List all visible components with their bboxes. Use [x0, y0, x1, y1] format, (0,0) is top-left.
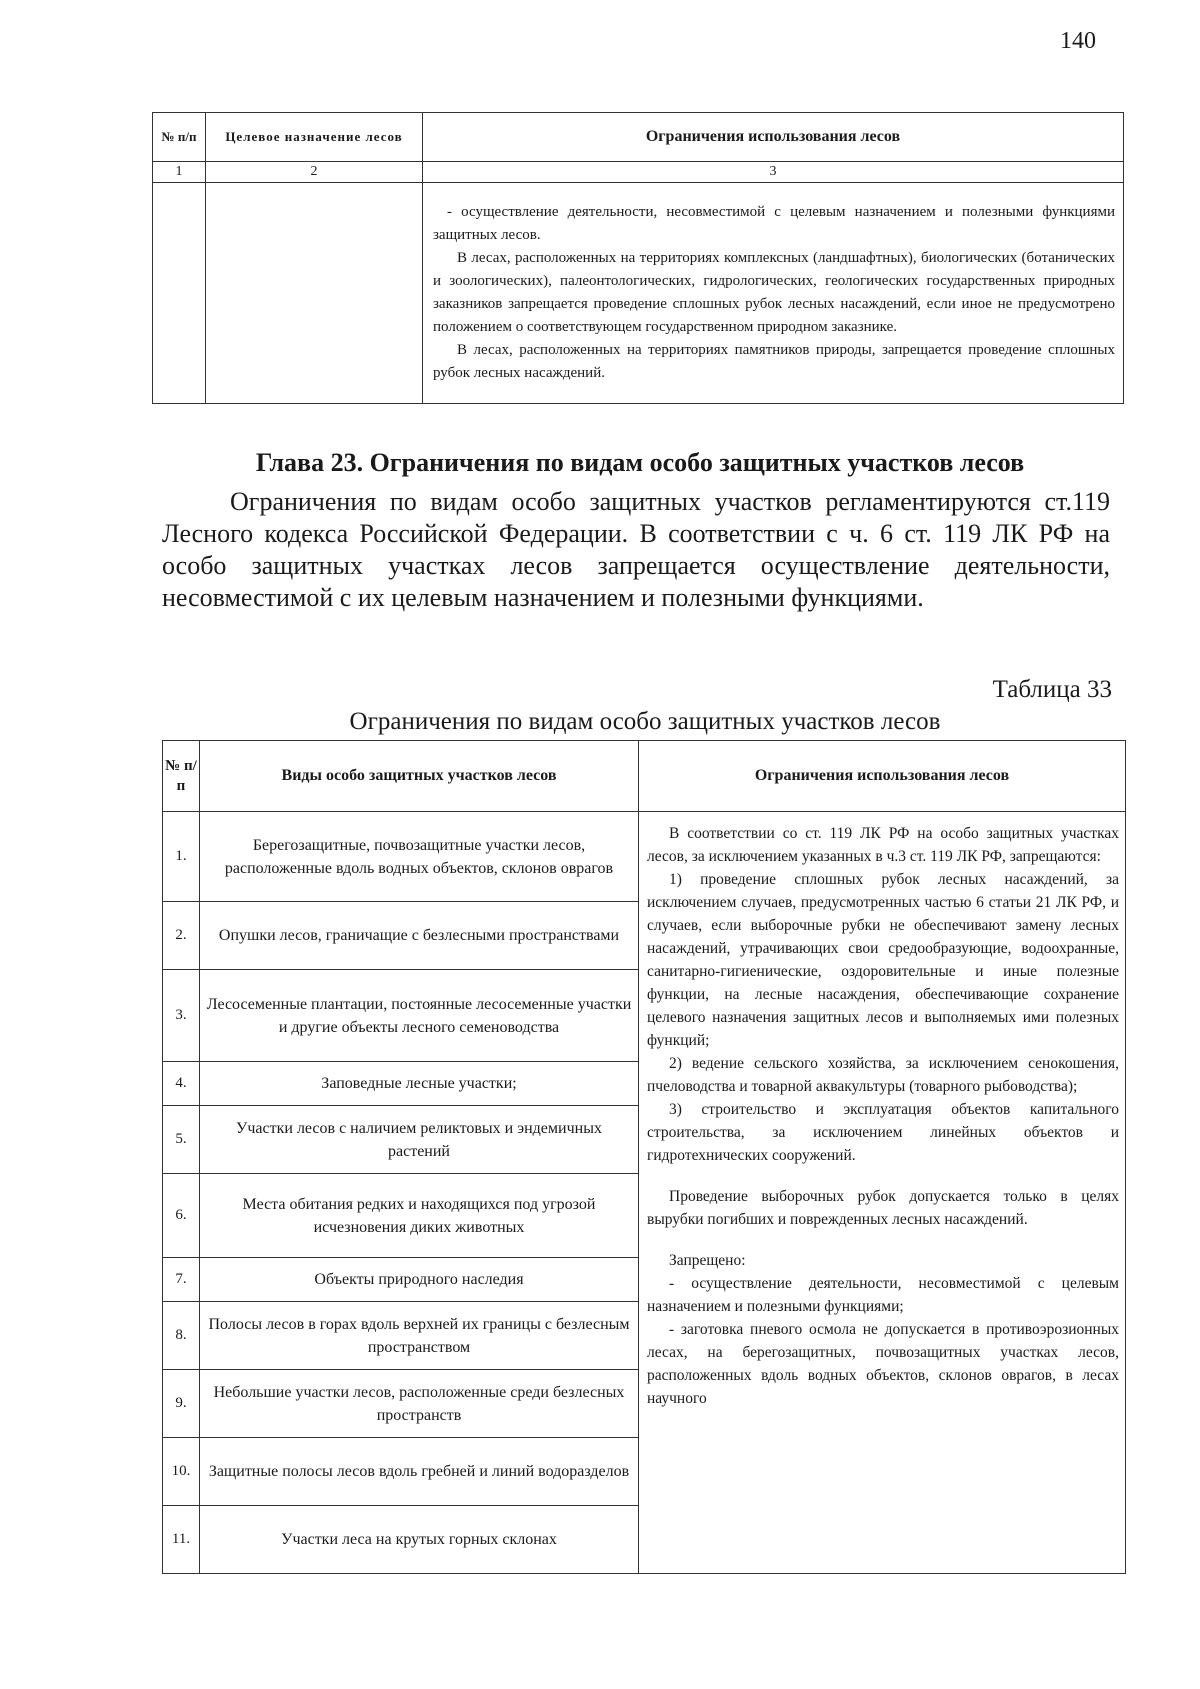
restriction-paragraph: Запрещено:	[669, 1252, 746, 1269]
table-row	[153, 183, 1124, 404]
row-number: 11.	[163, 1506, 200, 1574]
row-number: 6.	[163, 1174, 200, 1258]
header-number: № п/п	[153, 113, 206, 162]
table-title: Ограничения по видам особо защитных участков лесов	[349, 708, 941, 735]
area-kind: Опушки лесов, граничащие с безлесными пространствами	[200, 902, 639, 970]
row-number: 10.	[163, 1438, 200, 1506]
area-kind: Полосы лесов в горах вдоль верхней их границы с безлесным пространством	[200, 1302, 639, 1370]
area-kind: Участки лесов с наличием реликтовых и эндемичных растений	[200, 1106, 639, 1174]
restriction-paragraph: 3) строительство и эксплуатация объектов капитального строительства, за исключением линейных объектов и гидротехнических сооружений.	[647, 1101, 1119, 1164]
chapter-paragraph: Ограничения по видам особо защитных участков регламентируются ст.119 Лесного кодекса Российской Федерации. В соответствии с ч. 6 ст. 119 ЛК РФ на особо защитных участках лесов запрещается осуществление деятельности, несовместимой с их целевым назначением и полезными функциями.	[162, 487, 1110, 612]
area-kind: Небольшие участки лесов, расположенные среди безлесных пространств	[200, 1370, 639, 1438]
row-number: 7.	[163, 1258, 200, 1302]
column-number: 2	[206, 162, 423, 183]
area-kind: Лесосеменные плантации, постоянные лесосеменные участки и другие объекты лесного семеноводства	[200, 970, 639, 1062]
header-kinds: Виды особо защитных участков лесов	[200, 741, 639, 812]
area-kind: Объекты природного наследия	[200, 1258, 639, 1302]
empty-purpose-cell	[206, 183, 423, 404]
table-label: Таблица 33	[992, 676, 1112, 703]
table-header-row	[163, 741, 1126, 812]
restriction-paragraph: - заготовка пневого осмола не допускается в противоэрозионных лесах, на берегозащитных, почвозащитных участках лесов, расположенных вдоль водных объектов, склонов оврагов, в лесах научного	[647, 1321, 1119, 1407]
area-kind: Участки леса на крутых горных склонах	[200, 1506, 639, 1574]
header-restrictions: Ограничения использования лесов	[423, 113, 1124, 162]
area-kind: Заповедные лесные участки;	[200, 1062, 639, 1106]
row-number: 2.	[163, 902, 200, 970]
restriction-paragraph: В соответствии со ст. 119 ЛК РФ на особо защитных участках лесов, за исключением указанных в ч.3 ст. 119 ЛК РФ, запрещаются:	[647, 825, 1119, 865]
continuation-table	[152, 112, 1124, 404]
header-restrictions: Ограничения использования лесов	[639, 741, 1126, 812]
restriction-paragraph: - осуществление деятельности, несовместимой с целевым назначением и полезными функциями;	[647, 1275, 1119, 1315]
restriction-paragraph: 1) проведение сплошных рубок лесных насаждений, за исключением случаев, предусмотренных частью 6 статьи 21 ЛК РФ, и случаев, если выборочные рубки не обеспечивают замену лесных насаждений, утрачивающих свои средообразующие, водоохранные, санитарно-гигиенические, оздоровительные и иные полезные функции, на лесные насаждения, обеспечивающие сохранение целевого назначения защитных лесов и выполняемых ими полезных функций;	[647, 871, 1119, 1049]
column-number: 3	[423, 162, 1124, 183]
row-number: 8.	[163, 1302, 200, 1370]
restriction-paragraph: Проведение выборочных рубок допускается только в целях вырубки погибших и поврежденных лесных насаждений.	[647, 1188, 1119, 1228]
empty-number-cell	[153, 183, 206, 404]
table-header-row	[153, 113, 1124, 162]
header-number: № п/п	[163, 741, 200, 812]
restriction-paragraph: В лесах, расположенных на территориях комплексных (ландшафтных), биологических (ботанических и зоологических), палеонтологических, гидрологических, геологических государственных природных заказников запрещается проведение сплошных рубок лесных насаждений, если иное не предусмотрено положением о соответствующем государственном природном заказнике.	[433, 250, 1115, 335]
table-row	[163, 812, 1126, 902]
row-number: 3.	[163, 970, 200, 1062]
restrictions-cell	[423, 183, 1124, 404]
restriction-paragraph: - осуществление деятельности, несовместимой с целевым назначением и полезными функциями защитных лесов.	[433, 204, 1115, 243]
row-number: 5.	[163, 1106, 200, 1174]
restrictions-table	[162, 740, 1126, 1574]
column-numbers-row	[153, 162, 1124, 183]
restrictions-cell	[639, 812, 1126, 1574]
area-kind: Защитные полосы лесов вдоль гребней и линий водоразделов	[200, 1438, 639, 1506]
header-purpose: Целевое назначение лесов	[206, 113, 423, 162]
restriction-paragraph: В лесах, расположенных на территориях памятников природы, запрещается проведение сплошных рубок лесных насаждений.	[433, 342, 1115, 381]
column-number: 1	[153, 162, 206, 183]
chapter-heading: Глава 23. Ограничения по видам особо защитных участков лесов	[255, 448, 1025, 477]
row-number: 9.	[163, 1370, 200, 1438]
area-kind: Берегозащитные, почвозащитные участки лесов, расположенные вдоль водных объектов, склонов оврагов	[200, 812, 639, 902]
area-kind: Места обитания редких и находящихся под угрозой исчезновения диких животных	[200, 1174, 639, 1258]
row-number: 1.	[163, 812, 200, 902]
restriction-paragraph: 2) ведение сельского хозяйства, за исключением сенокошения, пчеловодства и товарной аквакультуры (товарного рыбоводства);	[647, 1055, 1119, 1095]
row-number: 4.	[163, 1062, 200, 1106]
page-number: 140	[1060, 28, 1096, 54]
